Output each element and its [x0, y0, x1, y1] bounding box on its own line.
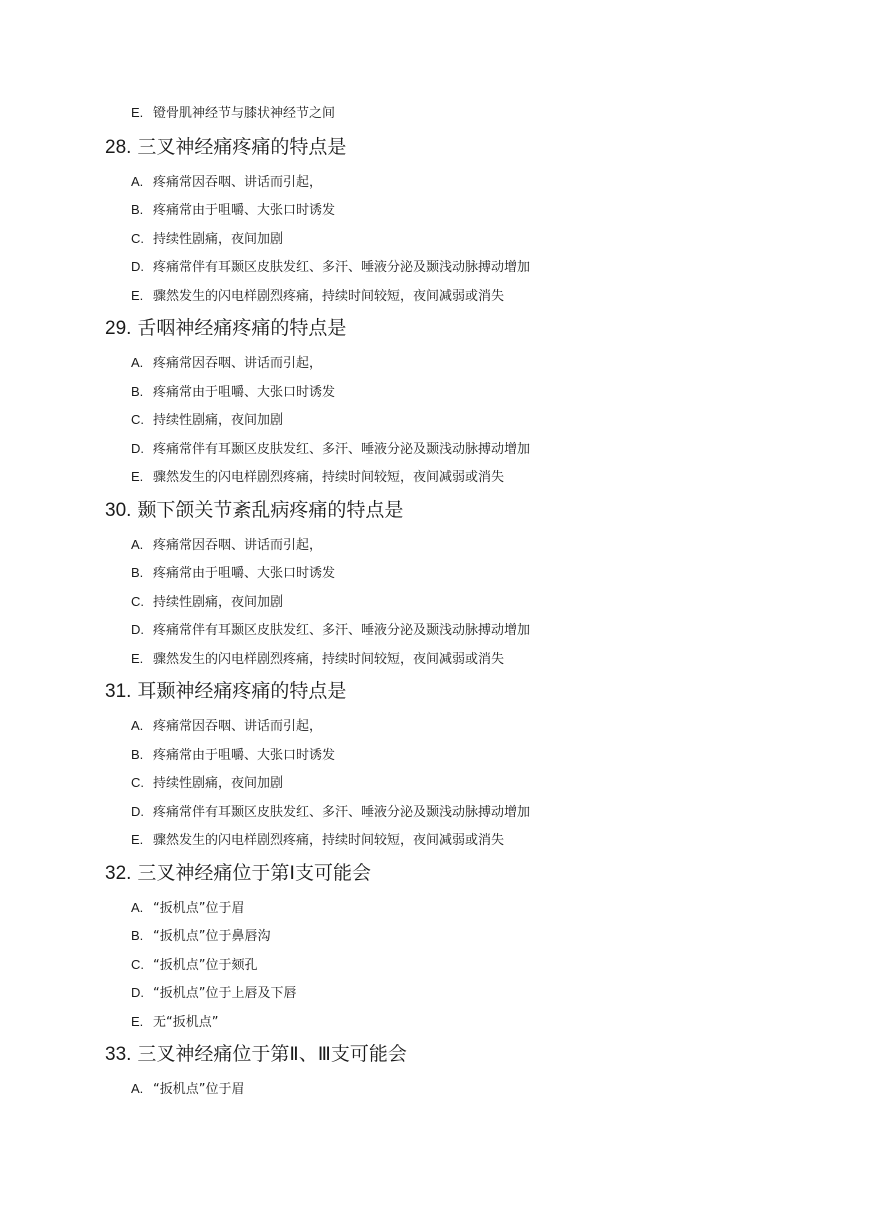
question-number: 32. [105, 863, 132, 884]
question-number: 33. [105, 1044, 132, 1065]
question-28-option-d [131, 258, 530, 277]
question-number: 31. [105, 681, 132, 702]
option-letter: A. [131, 1081, 144, 1096]
option-text: 疼痛常由于咀嚼、大张口时诱发 [153, 748, 336, 763]
option-letter: B. [131, 928, 144, 943]
option-letter: C. [131, 231, 144, 246]
question-29-option-e [131, 468, 504, 487]
option-text: 骤然发生的闪电样剧烈疼痛，持续时间较短，夜间减弱或消失 [153, 833, 505, 848]
question-30-option-a [131, 536, 322, 555]
option-text: 骤然发生的闪电样剧烈疼痛，持续时间较短，夜间减弱或消失 [153, 470, 505, 485]
question-number: 29. [105, 318, 132, 339]
option-letter: C. [131, 412, 144, 427]
option-letter: E. [131, 469, 144, 484]
option-text: 疼痛常伴有耳颞区皮肤发红、多汗、唾液分泌及颞浅动脉搏动增加 [153, 442, 531, 457]
option-text: 疼痛常由于咀嚼、大张口时诱发 [153, 203, 336, 218]
question-30-option-e [131, 650, 504, 669]
question-text: 舌咽神经痛疼痛的特点是 [137, 317, 347, 339]
question-28-option-e [131, 287, 504, 306]
question-text: 耳颞神经痛疼痛的特点是 [137, 680, 347, 702]
option-letter: A. [131, 900, 144, 915]
option-letter: D. [131, 985, 144, 1000]
option-text: “扳机点”位于眉 [153, 901, 245, 916]
option-text: “扳机点”位于上唇及下唇 [153, 986, 297, 1001]
option-text: 持续性剧痛，夜间加剧 [153, 232, 284, 247]
question-31-title [105, 678, 346, 705]
option-text: “扳机点”位于颏孔 [153, 958, 258, 973]
option-letter: E. [131, 1014, 144, 1029]
option-text: “扳机点”位于眉 [153, 1082, 245, 1097]
question-28-option-b [131, 201, 335, 220]
question-28-title [105, 134, 346, 161]
question-32-option-b [131, 927, 270, 946]
option-text: 骤然发生的闪电样剧烈疼痛，持续时间较短，夜间减弱或消失 [153, 652, 505, 667]
option-letter: B. [131, 747, 144, 762]
option-letter: E. [131, 651, 144, 666]
option-letter: D. [131, 259, 144, 274]
question-31-option-b [131, 746, 335, 765]
option-text: 疼痛常因吞咽、讲话而引起， [153, 538, 323, 553]
option-text: 持续性剧痛，夜间加剧 [153, 413, 284, 428]
question-31-option-d [131, 803, 530, 822]
option-letter: C. [131, 957, 144, 972]
option-text: 镫骨肌神经节与膝状神经节之间 [153, 106, 336, 121]
question-number: 28. [105, 137, 132, 158]
question-number: 30. [105, 500, 132, 521]
option-text: 疼痛常由于咀嚼、大张口时诱发 [153, 566, 336, 581]
question-text: 三叉神经痛位于第Ⅱ、Ⅲ支可能会 [137, 1043, 407, 1065]
question-33-title [105, 1041, 407, 1068]
option-letter: C. [131, 775, 144, 790]
option-text: 持续性剧痛，夜间加剧 [153, 776, 284, 791]
option-text: 疼痛常因吞咽、讲话而引起， [153, 356, 323, 371]
option-letter: A. [131, 537, 144, 552]
question-30-option-b [131, 564, 335, 583]
question-29-title [105, 315, 346, 342]
option-text: 疼痛常伴有耳颞区皮肤发红、多汗、唾液分泌及颞浅动脉搏动增加 [153, 805, 531, 820]
option-letter: B. [131, 565, 144, 580]
question-31-option-a [131, 717, 322, 736]
option-text: 无“扳机点” [153, 1015, 219, 1030]
option-letter: B. [131, 384, 144, 399]
question-28-option-c [131, 230, 283, 249]
question-32-option-d [131, 984, 296, 1003]
option-text: 疼痛常伴有耳颞区皮肤发红、多汗、唾液分泌及颞浅动脉搏动增加 [153, 260, 531, 275]
question-30-option-c [131, 593, 283, 612]
option-letter: A. [131, 718, 144, 733]
option-text: 疼痛常伴有耳颞区皮肤发红、多汗、唾液分泌及颞浅动脉搏动增加 [153, 623, 531, 638]
option-letter: C. [131, 594, 144, 609]
question-text: 三叉神经痛位于第Ⅰ支可能会 [137, 862, 372, 884]
question-31-option-e [131, 831, 504, 850]
question-31-option-c [131, 774, 283, 793]
question-32-title [105, 860, 371, 887]
question-30-option-d [131, 621, 530, 640]
option-text: 疼痛常由于咀嚼、大张口时诱发 [153, 385, 336, 400]
option-letter: D. [131, 622, 144, 637]
option-letter: D. [131, 804, 144, 819]
question-28-option-a [131, 173, 322, 192]
option-text: 持续性剧痛，夜间加剧 [153, 595, 284, 610]
question-32-option-c [131, 956, 257, 975]
question-32-option-a [131, 899, 244, 918]
question-30-title [105, 497, 403, 524]
option-text: 骤然发生的闪电样剧烈疼痛，持续时间较短，夜间减弱或消失 [153, 289, 505, 304]
question-29-option-a [131, 354, 322, 373]
option-text: 疼痛常因吞咽、讲话而引起， [153, 175, 323, 190]
question-text: 颞下颌关节紊乱病疼痛的特点是 [137, 499, 404, 521]
option-letter: A. [131, 355, 144, 370]
option-letter: E. [131, 288, 144, 303]
option-letter: E. [131, 832, 144, 847]
question-33-option-a [131, 1080, 244, 1099]
option-prev-e [131, 104, 335, 123]
question-29-option-d [131, 440, 530, 459]
question-29-option-b [131, 383, 335, 402]
question-29-option-c [131, 411, 283, 430]
option-letter: D. [131, 441, 144, 456]
option-letter: E. [131, 105, 144, 120]
option-letter: A. [131, 174, 144, 189]
option-text: 疼痛常因吞咽、讲话而引起， [153, 719, 323, 734]
question-text: 三叉神经痛疼痛的特点是 [137, 136, 347, 158]
option-letter: B. [131, 202, 144, 217]
option-text: “扳机点”位于鼻唇沟 [153, 929, 271, 944]
question-32-option-e [131, 1013, 218, 1032]
